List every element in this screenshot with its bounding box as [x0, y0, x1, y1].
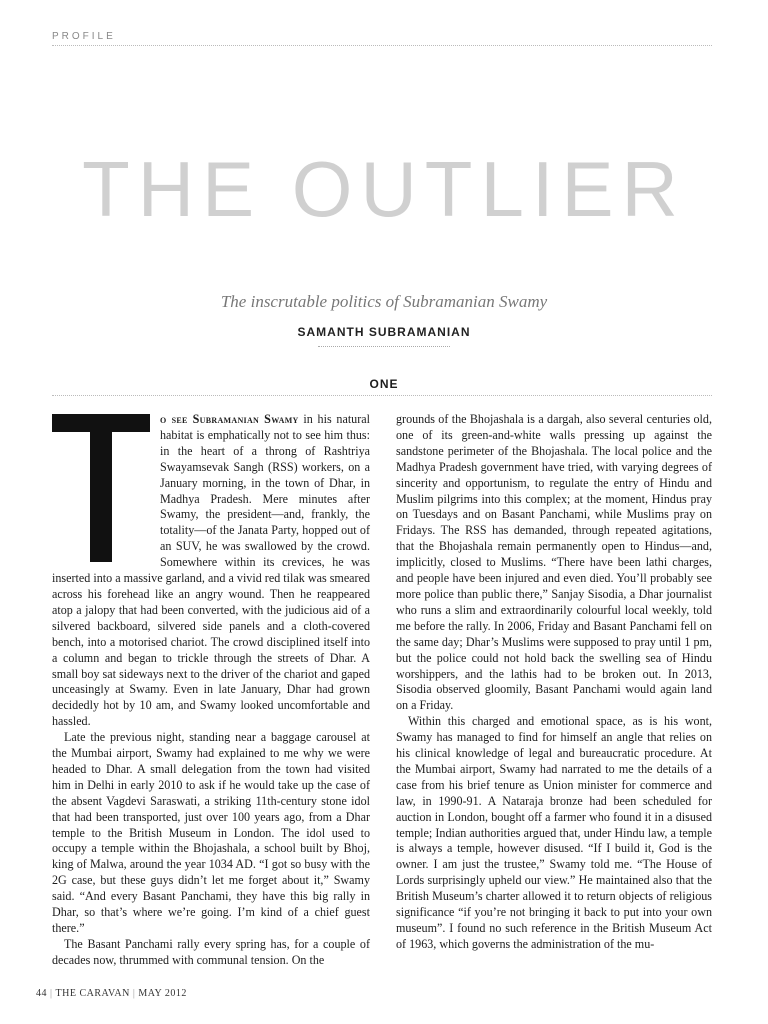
drop-cap-letter: [52, 414, 150, 562]
paragraph-5: Within this charged and emotional space, as is his wont, Swamy has managed to find for himself an angle that relies on his clinical knowledge of legal and bureaucratic procedure. At the Mumbai airport, Swamy had narrated to me the details of a case from his brief tenure as Union minister for commerce and law, in 1990-91. A Nataraja bronze had been scheduled for auction in London, bought off a farmer who found it in a disused temple; Indian authorities argued that, under Hindu law, a temple is always a temple, however disused. “If I build it, God is the owner. I am just the trustee,” Swamy told me. “The House of Lords surprisingly upheld our view.” He maintained also that the British Museum’s charter allowed it to return objects of religious significance “if you’re not bringing it back to put into your own museum”. I found no such reference in the British Museum Act of 1963, which governs the administration of the mu-: [396, 714, 712, 951]
page-number: 44: [36, 988, 47, 999]
magazine-name: THE CARAVAN: [55, 988, 130, 999]
byline: SAMANTH SUBRAMANIAN: [297, 325, 471, 339]
issue-date: MAY 2012: [138, 988, 187, 999]
paragraph-3: The Basant Panchami rally every spring has, for a couple of decades now, thrummed with communal tension. On the: [52, 936, 370, 967]
article-title: THE OUTLIER: [82, 145, 686, 233]
section-divider: [52, 45, 712, 46]
lead-in: o see Subramanian Swamy: [160, 412, 299, 426]
article-subtitle: The inscrutable politics of Subramanian Swamy: [220, 292, 548, 311]
paragraph-2: Late the previous night, standing near a baggage carousel at the Mumbai airport, Swamy had explained to me why we were headed to Dhar. A small delegation from the town had visited him in Delhi in early 2010 to ask if he would take up the case of the absent Vagdevi Saraswati, a striking 11th-century stone idol that had been transported, just over 100 years ago, from a Dhar temple to the British Museum in London. The idol used to occupy a temple within the Bhojashala, a school built by Bhoj, king of Malwa, around the year 1034 AD. “I got so busy with the 2G case, but these guys didn’t let me forget about it,” Swamy said. “And every Basant Panchami, they have this big rally in Dhar, so that’s where we’re going. I’m kind of a chief guest there.”: [52, 730, 370, 935]
byline-divider: [318, 346, 450, 347]
article-column-right: [396, 412, 712, 953]
article-column-left: [52, 412, 370, 969]
paragraph-1-body: in his natural habitat is emphatically not to see him thus: in the heart of a throng of Rashtriya Swayamsevak Sangh (RSS) workers, on a January morning, in the town of Dhar, in Madhya Pradesh. Mere minutes after Swamy, the president—and, frankly, the totality—of the Janata Party, hopped out of an SUV, he was swallowed by the crowd. Somewhere within its crevices, he was inserted into a massive garland, and a vivid red tilak was smeared across his forehead like an angry wound. Then he reappeared atop a jalopy that had been converted, with the judicious aid of a silvered backboard, silvered side panels and a cloth-covered bench, into a motorised chariot. The crowd disciplined itself into a column and began to trickle through the streets of Dhar. A small boy sat sideways next to the driver of the chariot and gaped unceasingly at Swamy. Even in late January, Dhar had grown decidedly hot by 10 am, and Swamy looked uncomfortable and hassled.: [52, 412, 370, 729]
chapter-heading: ONE: [369, 377, 399, 391]
page-footer: 44 | THE CARAVAN | MAY 2012: [36, 988, 187, 999]
chapter-divider: [52, 395, 712, 396]
section-label: PROFILE: [52, 31, 116, 42]
paragraph-4: grounds of the Bhojashala is a dargah, also several centuries old, one of its green-and-white walls pressing up against the sandstone perimeter of the Bhojashala. The local police and the Madhya Pradesh government have tried, with varying degrees of sincerity and opportunism, to regulate the entry of Hindu and Muslim pilgrims into this complex; at the moment, Hindus pray on Tuesdays and on Basant Panchami, while Muslims pray on Fridays. The RSS has demanded, through repeated agitations, that the Bhojashala remain permanently open to Hindus—and, implicitly, closed to Muslims. “There have been lathi charges, and people have been injured and even died. You’ll probably see more police than public there,” Sanjay Sisodia, a Dhar journalist who runs a slim and extraordinarily colourful local weekly, told me before the rally. In 2006, Friday and Basant Panchami fell on the same day; Dhar’s Muslims were supposed to pray until 1 pm, but the police could not hold back the swelling sea of Hindu worshippers, and the lathis had to be broken out. In 2013, Sisodia observed gloomily, Basant Panchami would again land on a Friday.: [396, 412, 712, 713]
